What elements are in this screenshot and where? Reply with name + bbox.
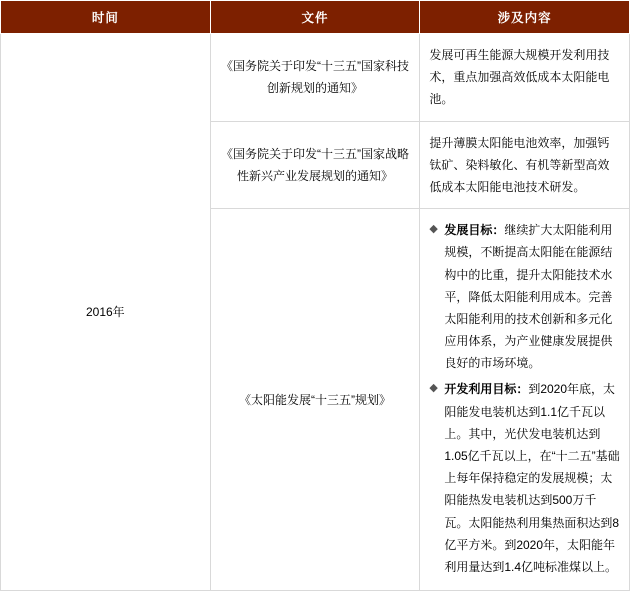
- content-cell: [420, 209, 630, 591]
- content-cell: 提升薄膜太阳能电池效率，加强钙钛矿、染料敏化、有机等新型高效低成本太阳能电池技术研发。: [420, 121, 630, 209]
- bullet-text: 到2020年底，太阳能发电装机达到1.1亿千瓦以上。其中，光伏发电装机达到1.05亿千瓦以上，在“十二五”基础上每年保持稳定的发展规模；太阳能热发电装机达到500万千瓦。太阳能热利用集热面积达到8亿平方米。到2020年，太阳能年利用量达到1.4亿吨标准煤以上。: [444, 382, 620, 574]
- table-body: [1, 34, 630, 591]
- bullet-item: [429, 219, 620, 374]
- bullet-lead: 发展目标：: [444, 223, 505, 238]
- table-row: [1, 34, 630, 122]
- document-cell: 《太阳能发展“十三五”规划》: [210, 209, 420, 591]
- bullet-text: 继续扩大太阳能利用规模，不断提高太阳能在能源结构中的比重，提升太阳能技术水平，降低太阳能利用成本。完善太阳能利用的技术创新和多元化应用体系，为产业健康发展提供良好的市场环境。: [444, 223, 613, 371]
- content-cell: 发展可再生能源大规模开发利用技术，重点加强高效低成本太阳能电池。: [420, 34, 630, 122]
- table-header: [1, 1, 630, 34]
- bullet-lead: 开发利用目标：: [444, 382, 529, 397]
- year-cell: 2016年: [1, 34, 211, 591]
- document-cell: 《国务院关于印发“十三五”国家科技创新规划的通知》: [210, 34, 420, 122]
- bullet-item: [429, 378, 620, 578]
- diamond-icon: ◆: [429, 382, 438, 395]
- diamond-icon: ◆: [429, 223, 438, 236]
- column-header-document: 文件: [210, 1, 420, 34]
- table-header-row: [1, 1, 630, 34]
- column-header-content: 涉及内容: [420, 1, 630, 34]
- column-header-time: 时间: [1, 1, 211, 34]
- document-cell: 《国务院关于印发“十三五”国家战略性新兴产业发展规划的通知》: [210, 121, 420, 209]
